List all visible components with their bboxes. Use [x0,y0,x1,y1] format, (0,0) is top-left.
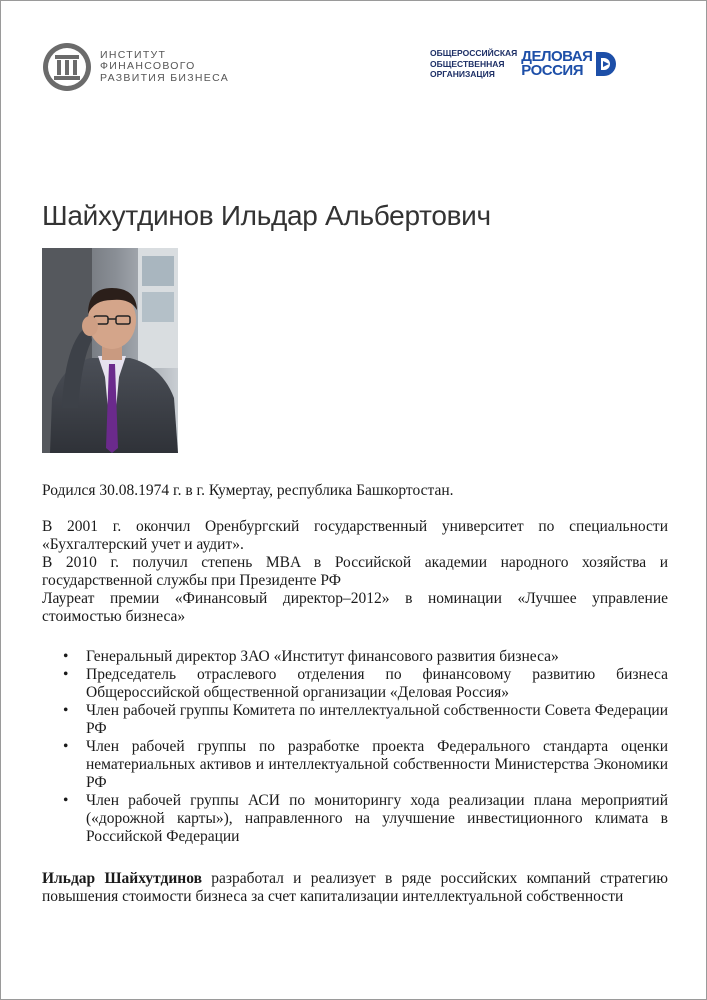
bullet-icon: • [63,738,69,755]
summary-name: Ильдар Шайхутдинов [42,870,202,887]
list-item: • Член рабочей группы АСИ по мониторингу хода реализации плана мероприятий («дорожной карты»), направленного на улучшение инвестиционного климата в Российской Федерации [63,792,668,845]
organization-name-text: ДЕЛОВАЯ РОССИЯ [521,47,593,79]
person-name-title: Шайхутдинов Ильдар Альбертович [42,200,491,231]
delovaya-rossiya-logo [430,48,616,80]
institute-emblem-icon [42,42,92,92]
list-item: • Председатель отраслевого отделения по финансовому развитию бизнеса Общероссийской общественной организации «Деловая Россия» [63,666,668,701]
birth-info: Родился 30.08.1974 г. в г. Кумертау, республика Башкортостан. [42,482,454,499]
list-item: • Генеральный директор ЗАО «Институт финансового развития бизнеса» [63,648,559,665]
award-paragraph: Лауреат премии «Финансовый директор–2012» в номинации «Лучшее управление стоимостью бизнеса» [42,590,668,625]
bullet-icon: • [63,648,69,665]
education-paragraph: В 2001 г. окончил Оренбургский государственный университет по специальности «Бухгалтерский учет и аудит». [42,518,668,553]
summary-paragraph [42,870,668,906]
list-item: • Член рабочей группы Комитета по интеллектуальной собственности Совета Федерации РФ [63,702,668,737]
institute-logo-text: ИНСТИТУТ ФИНАНСОВОГО РАЗВИТИЯ БИЗНЕСА [100,48,230,84]
positions-list [42,648,668,846]
bullet-icon: • [63,792,69,809]
bullet-icon: • [63,702,69,719]
mba-paragraph: В 2010 г. получил степень MBA в Российской академии народного хозяйства и государственной службы при Президенте РФ [42,554,668,589]
portrait-photo [42,248,178,453]
summary-text: разработал и реализует в ряде российских компаний стратегию повышения стоимости бизнеса за счет капитализации интеллектуальной собственности [42,870,668,905]
d-logo-icon [594,50,616,78]
institute-logo [42,42,229,92]
bullet-icon: • [63,666,69,683]
organization-type-text: ОБЩЕРОССИЙСКАЯ ОБЩЕСТВЕННАЯ ОРГАНИЗАЦИЯ [430,48,518,79]
biography-text [42,482,668,906]
list-item: • Член рабочей группы по разработке проекта Федерального стандарта оценки нематериальных активов и интеллектуальной собственности Министерства Экономики РФ [63,738,668,791]
